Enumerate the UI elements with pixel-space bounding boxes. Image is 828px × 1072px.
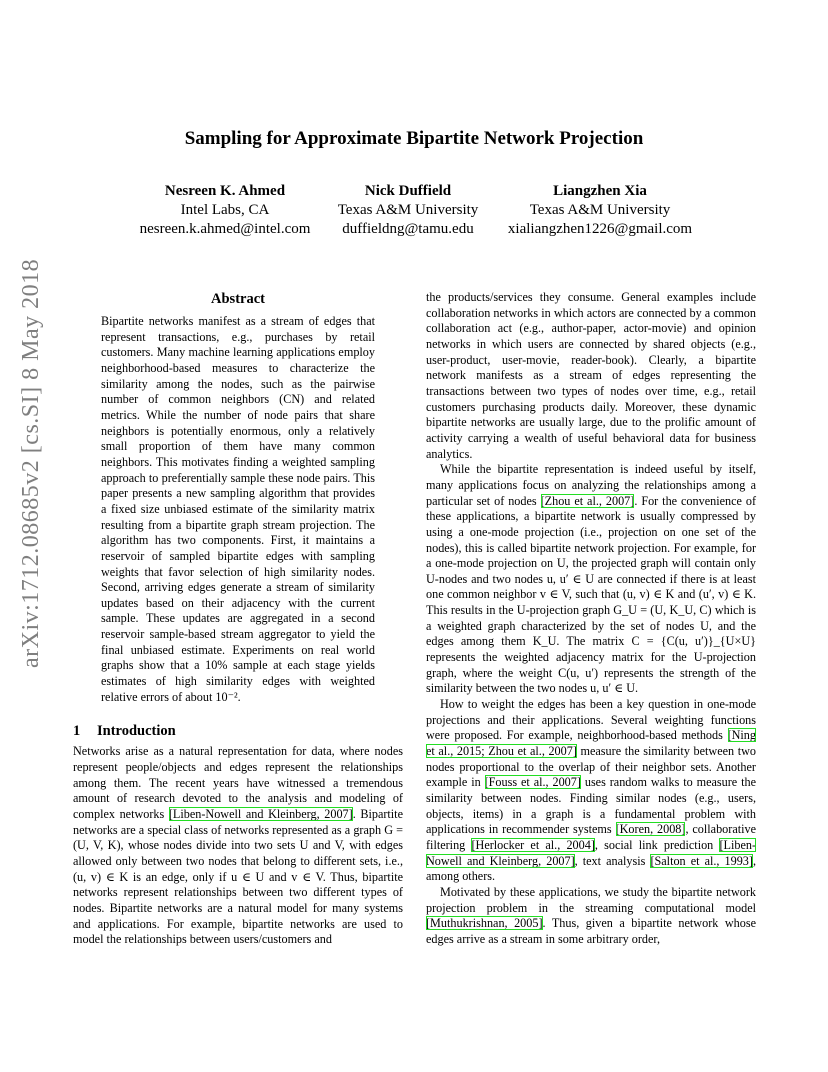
section-heading <box>73 722 403 740</box>
citation-link[interactable]: [Herlocker et al., 2004] <box>471 837 595 852</box>
left-column <box>73 290 403 948</box>
citation-link[interactable]: [Fouss et al., 2007] <box>484 775 581 790</box>
citation-link[interactable]: [Salton et al., 1993] <box>650 853 753 868</box>
intro-paragraph-2: While the bipartite representation is indeed useful by itself, many applications focus on analyzing the relationships among a particular set of nodes [Zhou et al., 2007]. For the convenience of these applications, a bipartite network is usually compressed by using a one-mode projection (i.e., projection on one set of the nodes), this is called bipartite network projection. For example, for a one-mode projection on U, the projected graph will contain only U-nodes and two nodes u, u′ ∈ U are connected if there is at least one common neighbor v ∈ V, such that (u, v) ∈ K and (u′, v) ∈ K. This results in the U-projection graph G_U = (U, K_U, C) which is a weighted graph characterized by the set of nodes U, and the edges among them K_U. The matrix C = {C(u, u′)}_{U×U} represents the weighted adjacency matrix for the U-projection graph, where the weight C(u, u′) represents the strength of the similarity between the two nodes u, u′ ∈ U. <box>426 462 757 696</box>
author-affiliation: Texas A&M University <box>529 202 671 218</box>
intro-paragraph-3: How to weight the edges has been a key question in one-mode projections and their applications. Several weighting functions were proposed. For example, neighborhood-based methods [Ning et al., 2015; Zhou et al., 2007] measure the similarity between two nodes proportional to the overlap of their neighbor sets. Another example in [Fouss et al., 2007] uses random walks to measure the similarity between nodes. Finding similar nodes (e.g., users, objects, items) in a graph is a fundamental problem with applications in recommender systems [Koren, 2008], collaborative filtering [Herlocker et al., 2004], social link prediction [Liben-Nowell and Kleinberg, 2007], text analysis [Salton et al., 1993], among others. <box>426 697 757 884</box>
author-affiliation: Intel Labs, CA <box>180 202 270 218</box>
citation-link[interactable]: [Liben-Nowell and Kleinberg, 2007] <box>168 807 353 822</box>
author-block <box>0 182 828 242</box>
author-email: xialiangzhen1226@gmail.com <box>507 221 693 237</box>
section-number: 1 <box>73 723 81 740</box>
intro-paragraph-4: Motivated by these applications, we study the bipartite network projection problem in the streaming computational model [Muthukrishnan, 2005]. Thus, given a bipartite network whose edges arrive as a stream in some arbitrary order, <box>426 884 757 946</box>
right-column <box>426 290 756 948</box>
citation-link[interactable]: [Liben-Nowell and Kleinberg, 2007] <box>426 837 757 868</box>
author-2 <box>318 182 498 239</box>
abstract-text: Bipartite networks manifest as a stream of edges that represent transactions, e.g., purchases by retail customers. Many machine learning applications employ neighborhood-based measures to characterize the similarity among the nodes, such as the pairwise number of common neighbors (CN) and related metrics. While the number of node pairs that share neighbors is potentially enormous, only a relatively small proportion of them have many common neighbors. This motivates finding a weighted sampling approach to preferentially sample these node pairs. This paper presents a new sampling algorithm that provides a fixed size unbiased estimate of the similarity matrix resulting from a bipartite graph stream projection. The algorithm has two components. First, it maintains a reservoir of sampled bipartite edges with sampling weights that favor selection of high similarity nodes. Second, arriving edges generate a stream of similarity updates based on their adjacency with the current sample. These updates are aggregated in a second reservoir sample-based stream aggregator to yield the final unbiased estimate. Experiments on real world graphs show that a 10% sample at each stage yields estimates of high similarity edges with weighted relative errors of about 10⁻². <box>101 314 375 704</box>
citation-link[interactable]: [Zhou et al., 2007] <box>540 493 635 508</box>
author-affiliation: Texas A&M University <box>337 202 479 218</box>
paper-title: Sampling for Approximate Bipartite Network Projection <box>184 128 644 149</box>
author-email: duffieldng@tamu.edu <box>342 221 474 237</box>
citation-link[interactable]: [Ning et al., 2015; Zhou et al., 2007] <box>426 728 756 759</box>
intro-paragraph-1-continued: the products/services they consume. General examples include collaboration networks in which actors are connected by a common collaboration act (e.g., author-paper, actor-movie) and opinion networks in which users are connected by shared objects (e.g., user-product, user-movie, reader-book). Clearly, a bipartite network manifests as a stream of edges representing the transactions between two types of nodes over time, e.g., retail customers purchasing products daily. Moreover, these dynamic bipartite networks are usually large, due to the prolific amount of activity carrying a wealth of useful behavioral data for business analytics. <box>426 290 756 461</box>
citation-link[interactable]: [Muthukrishnan, 2005] <box>426 916 543 931</box>
author-name: Nick Duffield <box>364 183 452 199</box>
author-3 <box>490 182 710 239</box>
section-title: Introduction <box>97 723 176 740</box>
abstract-heading: Abstract <box>211 291 265 307</box>
intro-paragraph-1: Networks arise as a natural representation for data, where nodes represent people/objects and edges represent the relationships among them. The recent years have witnessed a tremendous amount of research devoted to the analysis and modeling of complex networks [Liben-Nowell and Kleinberg, 2007]. Bipartite networks are a special class of networks represented as a graph G = (U, V, K), whose nodes divide into two sets U and V, with edges allowed only between two nodes that belong to different sets, i.e., (u, v) ∈ K is an edge, only if u ∈ U and v ∈ V. Thus, bipartite networks represent relationships between two different types of nodes. Bipartite networks are a natural model for many systems and applications. For example, bipartite networks are used to model the relationships between users/customers and <box>73 744 403 947</box>
author-1 <box>120 182 330 239</box>
author-email: nesreen.k.ahmed@intel.com <box>139 221 311 237</box>
citation-link[interactable]: [Koren, 2008] <box>615 822 686 837</box>
arxiv-id: arXiv:1712.08685v2 [cs.SI] 8 May 2018 <box>18 258 44 668</box>
author-name: Liangzhen Xia <box>553 183 647 199</box>
author-name: Nesreen K. Ahmed <box>164 183 286 199</box>
